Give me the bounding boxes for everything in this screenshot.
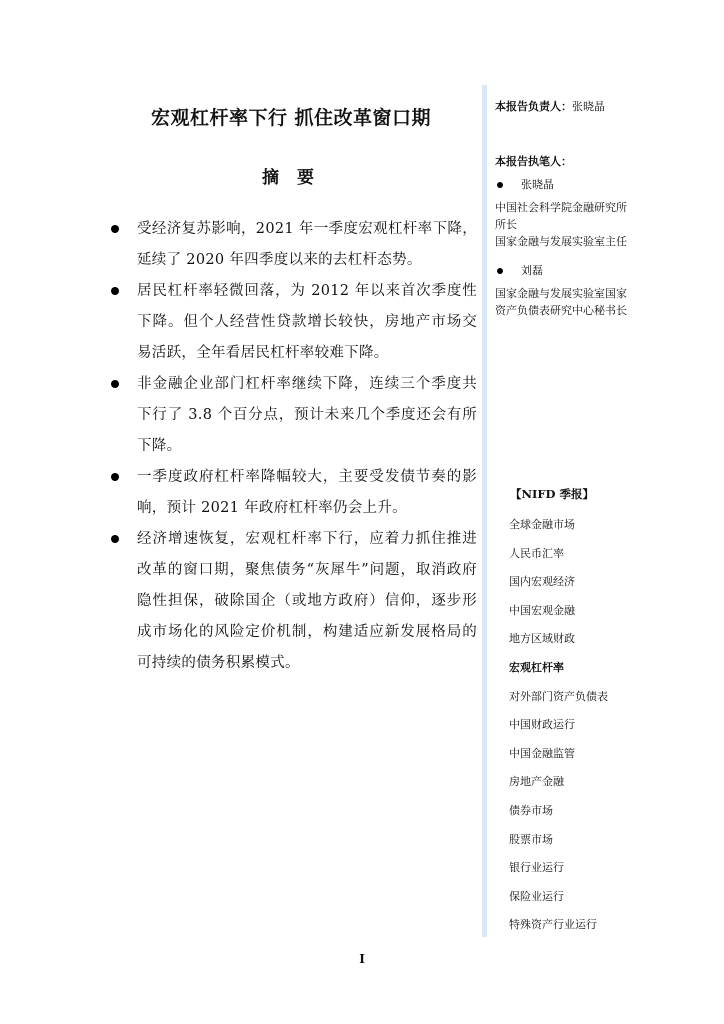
abstract-bullet: 经济增速恢复，宏观杠杆率下行，应着力抓住推进改革的窗口期，聚焦债务“灰犀牛”问题，取消政府隐性担保，破除国企（或地方政府）信仰，逐步形成市场化的风险定价机制，构建适应新发展格局的可持续的债务积累模式。 [105, 524, 477, 679]
sidebar-divider [482, 85, 487, 937]
main-column [105, 95, 477, 679]
page-number: I [359, 952, 365, 966]
nifd-item: 房地产金融 [509, 775, 564, 789]
nifd-report-list [509, 516, 649, 945]
abstract-bullet: 非金融企业部门杠杆率继续下降，连续三个季度共下行了 3.8 个百分点，预计未来几个季度还会有所下降。 [105, 369, 477, 462]
bullet-icon [497, 182, 503, 188]
bullet-icon [497, 268, 503, 274]
author-affiliation: 中国社会科学院金融研究所所长 国家金融与发展实验室主任 [495, 201, 627, 248]
bullet-icon [111, 225, 119, 233]
author-name: 张晓晶 [521, 178, 554, 191]
responsible-name: 张晓晶 [572, 100, 605, 113]
nifd-item: 股票市场 [509, 832, 553, 846]
nifd-item: 银行业运行 [509, 861, 564, 875]
nifd-item: 中国宏观金融 [509, 603, 575, 617]
nifd-heading: 【NIFD 季报】 [510, 487, 595, 501]
abstract-bullet: 受经济复苏影响，2021 年一季度宏观杠杆率下降，延续了 2020 年四季度以来的去杠杆态势。 [105, 214, 477, 276]
nifd-item: 债券市场 [509, 803, 553, 817]
nifd-item: 中国金融监管 [509, 746, 575, 760]
nifd-item: 保险业运行 [509, 889, 564, 903]
responsible-label: 本报告负责人： [495, 100, 572, 113]
author-name: 刘磊 [521, 264, 543, 277]
responsible-line [495, 98, 635, 115]
nifd-item: 中国财政运行 [509, 718, 575, 732]
authors-label: 本报告执笔人： [495, 155, 572, 168]
bullet-icon [111, 287, 119, 295]
author-entry [495, 176, 635, 193]
abstract-bullet: 一季度政府杠杆率降幅较大，主要受发债节奏的影响，预计 2021 年政府杠杆率仍会上升。 [105, 462, 477, 524]
sidebar [495, 98, 635, 319]
abstract-bullet-list [105, 214, 477, 679]
report-title: 宏观杠杆率下行 抓住改革窗口期 [150, 107, 432, 129]
nifd-item: 全球金融市场 [509, 518, 575, 531]
author-entry [495, 262, 635, 279]
nifd-item: 人民币汇率 [509, 546, 564, 560]
nifd-item: 对外部门资产负债表 [509, 689, 608, 703]
nifd-item: 国内宏观经济 [509, 575, 575, 589]
abstract-heading: 摘 要 [262, 168, 320, 188]
nifd-item-active: 宏观杠杆率 [509, 660, 564, 674]
bullet-icon [111, 535, 119, 543]
bullet-icon [111, 380, 119, 388]
author-affiliation: 国家金融与发展实验室国家资产负债表研究中心秘书长 [495, 287, 627, 317]
bullet-icon [111, 473, 119, 481]
abstract-bullet: 居民杠杆率轻微回落，为 2012 年以来首次季度性下降。但个人经营性贷款增长较快，房地产市场交易活跃，全年看居民杠杆率较难下降。 [105, 276, 477, 369]
nifd-item: 地方区域财政 [509, 632, 575, 646]
nifd-item: 特殊资产行业运行 [509, 918, 597, 932]
